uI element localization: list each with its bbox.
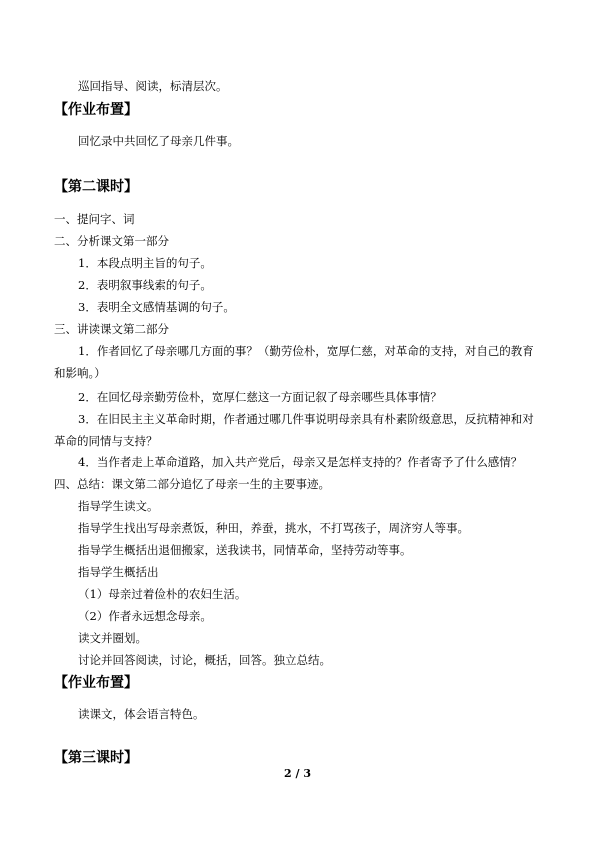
- lesson-3-heading: 【第三课时】: [54, 750, 138, 766]
- guide-line-3: 指导学生概括出退佃搬家，送我读书，同情革命，坚持劳动等事。: [78, 543, 412, 557]
- homework-heading-2: 【作业布置】: [54, 675, 138, 691]
- section-1-title: 一、提问字、词: [54, 212, 135, 226]
- section-2-item-1: 1．本段点明主旨的句子。: [78, 256, 212, 270]
- section-2-title: 二、分析课文第一部分: [54, 234, 169, 248]
- section-3-title: 三、讲读课文第二部分: [54, 322, 169, 336]
- section-2-item-2: 2．表明叙事线索的句子。: [78, 278, 212, 292]
- read-and-mark: 读文并圈划。: [78, 631, 147, 645]
- discuss-and-answer: 讨论并回答阅读，讨论，概括，回答。独立总结。: [78, 653, 331, 667]
- summary-point-1: （1）母亲过着俭朴的农妇生活。: [78, 587, 247, 601]
- question-2: 2．在回忆母亲勤劳俭朴，宽厚仁慈这一方面记叙了母亲哪些具体事情？: [78, 390, 442, 404]
- homework-text-2: 读课文，体会语言特色。: [78, 707, 205, 721]
- page-number: 2 / 3: [284, 767, 311, 780]
- question-3: 3．在旧民主主义革命时期，作者通过哪几件事说明母亲具有朴素阶级意思，反抗精神和对革命的同情与支持？: [54, 412, 534, 448]
- homework-text-1: 回忆录中共回忆了母亲几件事。: [78, 134, 239, 148]
- guide-line-1: 指导学生读文。: [78, 499, 159, 513]
- section-2-item-3: 3．表明全文感情基调的句子。: [78, 300, 235, 314]
- lesson-2-heading: 【第二课时】: [54, 179, 138, 195]
- guide-line-4: 指导学生概括出: [78, 565, 159, 579]
- question-4: 4．当作者走上革命道路，加入共产党后，母亲又是怎样支持的？作者寄予了什么感情？: [78, 455, 523, 469]
- patrol-guidance-text: 巡回指导、阅读，标清层次。: [78, 79, 228, 93]
- guide-line-2: 指导学生找出写母亲煮饭，种田，养蚕，挑水，不打骂孩子，周济穷人等事。: [78, 521, 469, 535]
- question-1: 1．作者回忆了母亲哪几方面的事？（勤劳俭朴，宽厚仁慈，对革命的支持，对自己的教育和影响。）: [54, 344, 534, 380]
- summary-point-2: （2）作者永远想念母亲。: [78, 609, 212, 623]
- homework-heading-1: 【作业布置】: [54, 102, 138, 118]
- section-4-summary: 四、总结：课文第二部分追忆了母亲一生的主要事迹。: [54, 477, 330, 491]
